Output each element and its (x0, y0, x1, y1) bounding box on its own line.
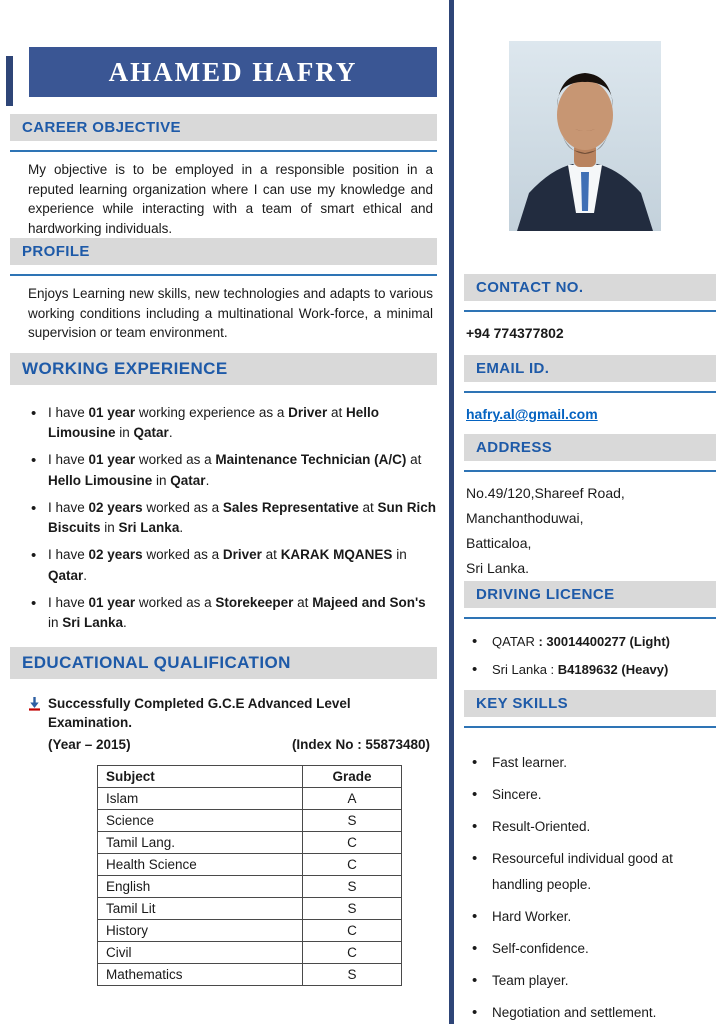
profile-header (10, 238, 437, 265)
section-title: CAREER OBJECTIVE (22, 119, 181, 136)
career-objective-text: My objective is to be employed in a responsible position in a reputed learning organization where I can use my knowledge and experience while interacting with a team of smart ethical and hardworking individuals. (28, 162, 433, 236)
grade-cell: C (303, 854, 402, 876)
experience-item: • I have 02 years worked as a Sales Representative at Sun Rich Biscuits in Sri Lanka. (10, 498, 437, 539)
grade-cell: C (303, 920, 402, 942)
email-link[interactable]: hafry.al@gmail.com (466, 406, 598, 422)
address-line: Manchanthoduwai, (466, 510, 584, 526)
licence-item: • Sri Lanka : B4189632 (Heavy) (464, 662, 716, 677)
grades-table (97, 765, 402, 986)
section-rule (464, 726, 716, 728)
section-title: WORKING EXPERIENCE (22, 358, 228, 378)
grades-header-row (98, 766, 402, 788)
education-bullet-icon (28, 696, 41, 717)
subject-cell: English (98, 876, 303, 898)
education-achievement-text: Successfully Completed G.C.E Advanced Level Examination. (48, 696, 351, 731)
education-detail-row (48, 737, 430, 752)
grades-row (98, 920, 402, 942)
grades-row (98, 964, 402, 986)
licence-item: • QATAR : 30014400277 (Light) (464, 634, 716, 649)
grade-cell: C (303, 942, 402, 964)
grades-row (98, 876, 402, 898)
section-title: PROFILE (22, 243, 90, 261)
subject-cell: Islam (98, 788, 303, 810)
section-title: EDUCATIONAL QUALIFICATION (22, 653, 291, 673)
skill-item: • Self-confidence. (464, 936, 716, 962)
grades-row (98, 854, 402, 876)
skill-item: • Negotiation and settlement. (464, 1000, 716, 1024)
profile-photo (509, 41, 661, 231)
grade-cell: S (303, 810, 402, 832)
grade-cell: A (303, 788, 402, 810)
key-skills-header (464, 690, 716, 717)
section-rule (10, 150, 437, 152)
section-title: EMAIL ID. (476, 360, 550, 377)
grades-row (98, 942, 402, 964)
section-rule (464, 470, 716, 472)
grade-cell: C (303, 832, 402, 854)
section-title: DRIVING LICENCE (476, 586, 615, 603)
grades-row (98, 788, 402, 810)
email-row (466, 406, 716, 424)
key-skills-list (464, 750, 716, 1024)
experience-item: • I have 02 years worked as a Driver at KARAK MQANES in Qatar. (10, 545, 437, 586)
contact-no-header (464, 274, 716, 301)
grades-row (98, 832, 402, 854)
working-experience-header (10, 353, 437, 385)
experience-list (10, 403, 437, 634)
address-header (464, 434, 716, 461)
address-line: No.49/120,Shareef Road, (466, 485, 625, 501)
experience-item: • I have 01 year working experience as a Driver at Hello Limousine in Qatar. (10, 403, 437, 444)
experience-item: • I have 01 year worked as a Storekeeper at Majeed and Son's in Sri Lanka. (10, 593, 437, 634)
skill-item: • Fast learner. (464, 750, 716, 776)
right-column (464, 0, 716, 1024)
section-title: ADDRESS (476, 439, 553, 456)
skill-item: • Result-Oriented. (464, 814, 716, 840)
grade-cell: S (303, 964, 402, 986)
skill-item: • Hard Worker. (464, 904, 716, 930)
subject-cell: History (98, 920, 303, 942)
section-rule (464, 391, 716, 393)
address-block (466, 481, 716, 581)
phone-number: +94 774377802 (466, 325, 564, 341)
section-rule (10, 274, 437, 276)
education-index-no: (Index No : 55873480) (291, 737, 430, 753)
driving-licence-header (464, 581, 716, 608)
subject-cell: Science (98, 810, 303, 832)
subject-cell: Civil (98, 942, 303, 964)
education-achievement-row (28, 695, 437, 733)
experience-item: • I have 01 year worked as a Maintenance Technician (A/C) at Hello Limousine in Qatar. (10, 450, 437, 491)
section-rule (464, 310, 716, 312)
grades-col-header: Subject (98, 766, 303, 788)
section-title: KEY SKILLS (476, 695, 569, 712)
email-id-header (464, 355, 716, 382)
grade-cell: S (303, 898, 402, 920)
skill-item: • Sincere. (464, 782, 716, 808)
grades-col-header: Grade (303, 766, 402, 788)
left-column (10, 0, 437, 986)
candidate-name: AHAMED HAFRY (108, 56, 358, 87)
skill-item: • Team player. (464, 968, 716, 994)
section-rule (464, 617, 716, 619)
grades-row (98, 810, 402, 832)
education-year: (Year – 2015) (48, 737, 131, 753)
subject-cell: Health Science (98, 854, 303, 876)
address-line: Sri Lanka. (466, 560, 530, 576)
name-header (29, 47, 437, 97)
profile-text: Enjoys Learning new skills, new technologies and adapts to various working conditions including a multinational Work-force, a minimal supervision or team environment. (28, 286, 433, 341)
grades-row (98, 898, 402, 920)
educational-qualification-header (10, 647, 437, 679)
subject-cell: Mathematics (98, 964, 303, 986)
driving-licence-list (464, 634, 716, 677)
subject-cell: Tamil Lang. (98, 832, 303, 854)
column-divider (449, 0, 454, 1024)
career-objective-header (10, 114, 437, 141)
skill-item: • Resourceful individual good at handling people. (464, 846, 716, 898)
address-line: Batticaloa, (466, 535, 532, 551)
subject-cell: Tamil Lit (98, 898, 303, 920)
section-title: CONTACT NO. (476, 279, 584, 296)
grade-cell: S (303, 876, 402, 898)
